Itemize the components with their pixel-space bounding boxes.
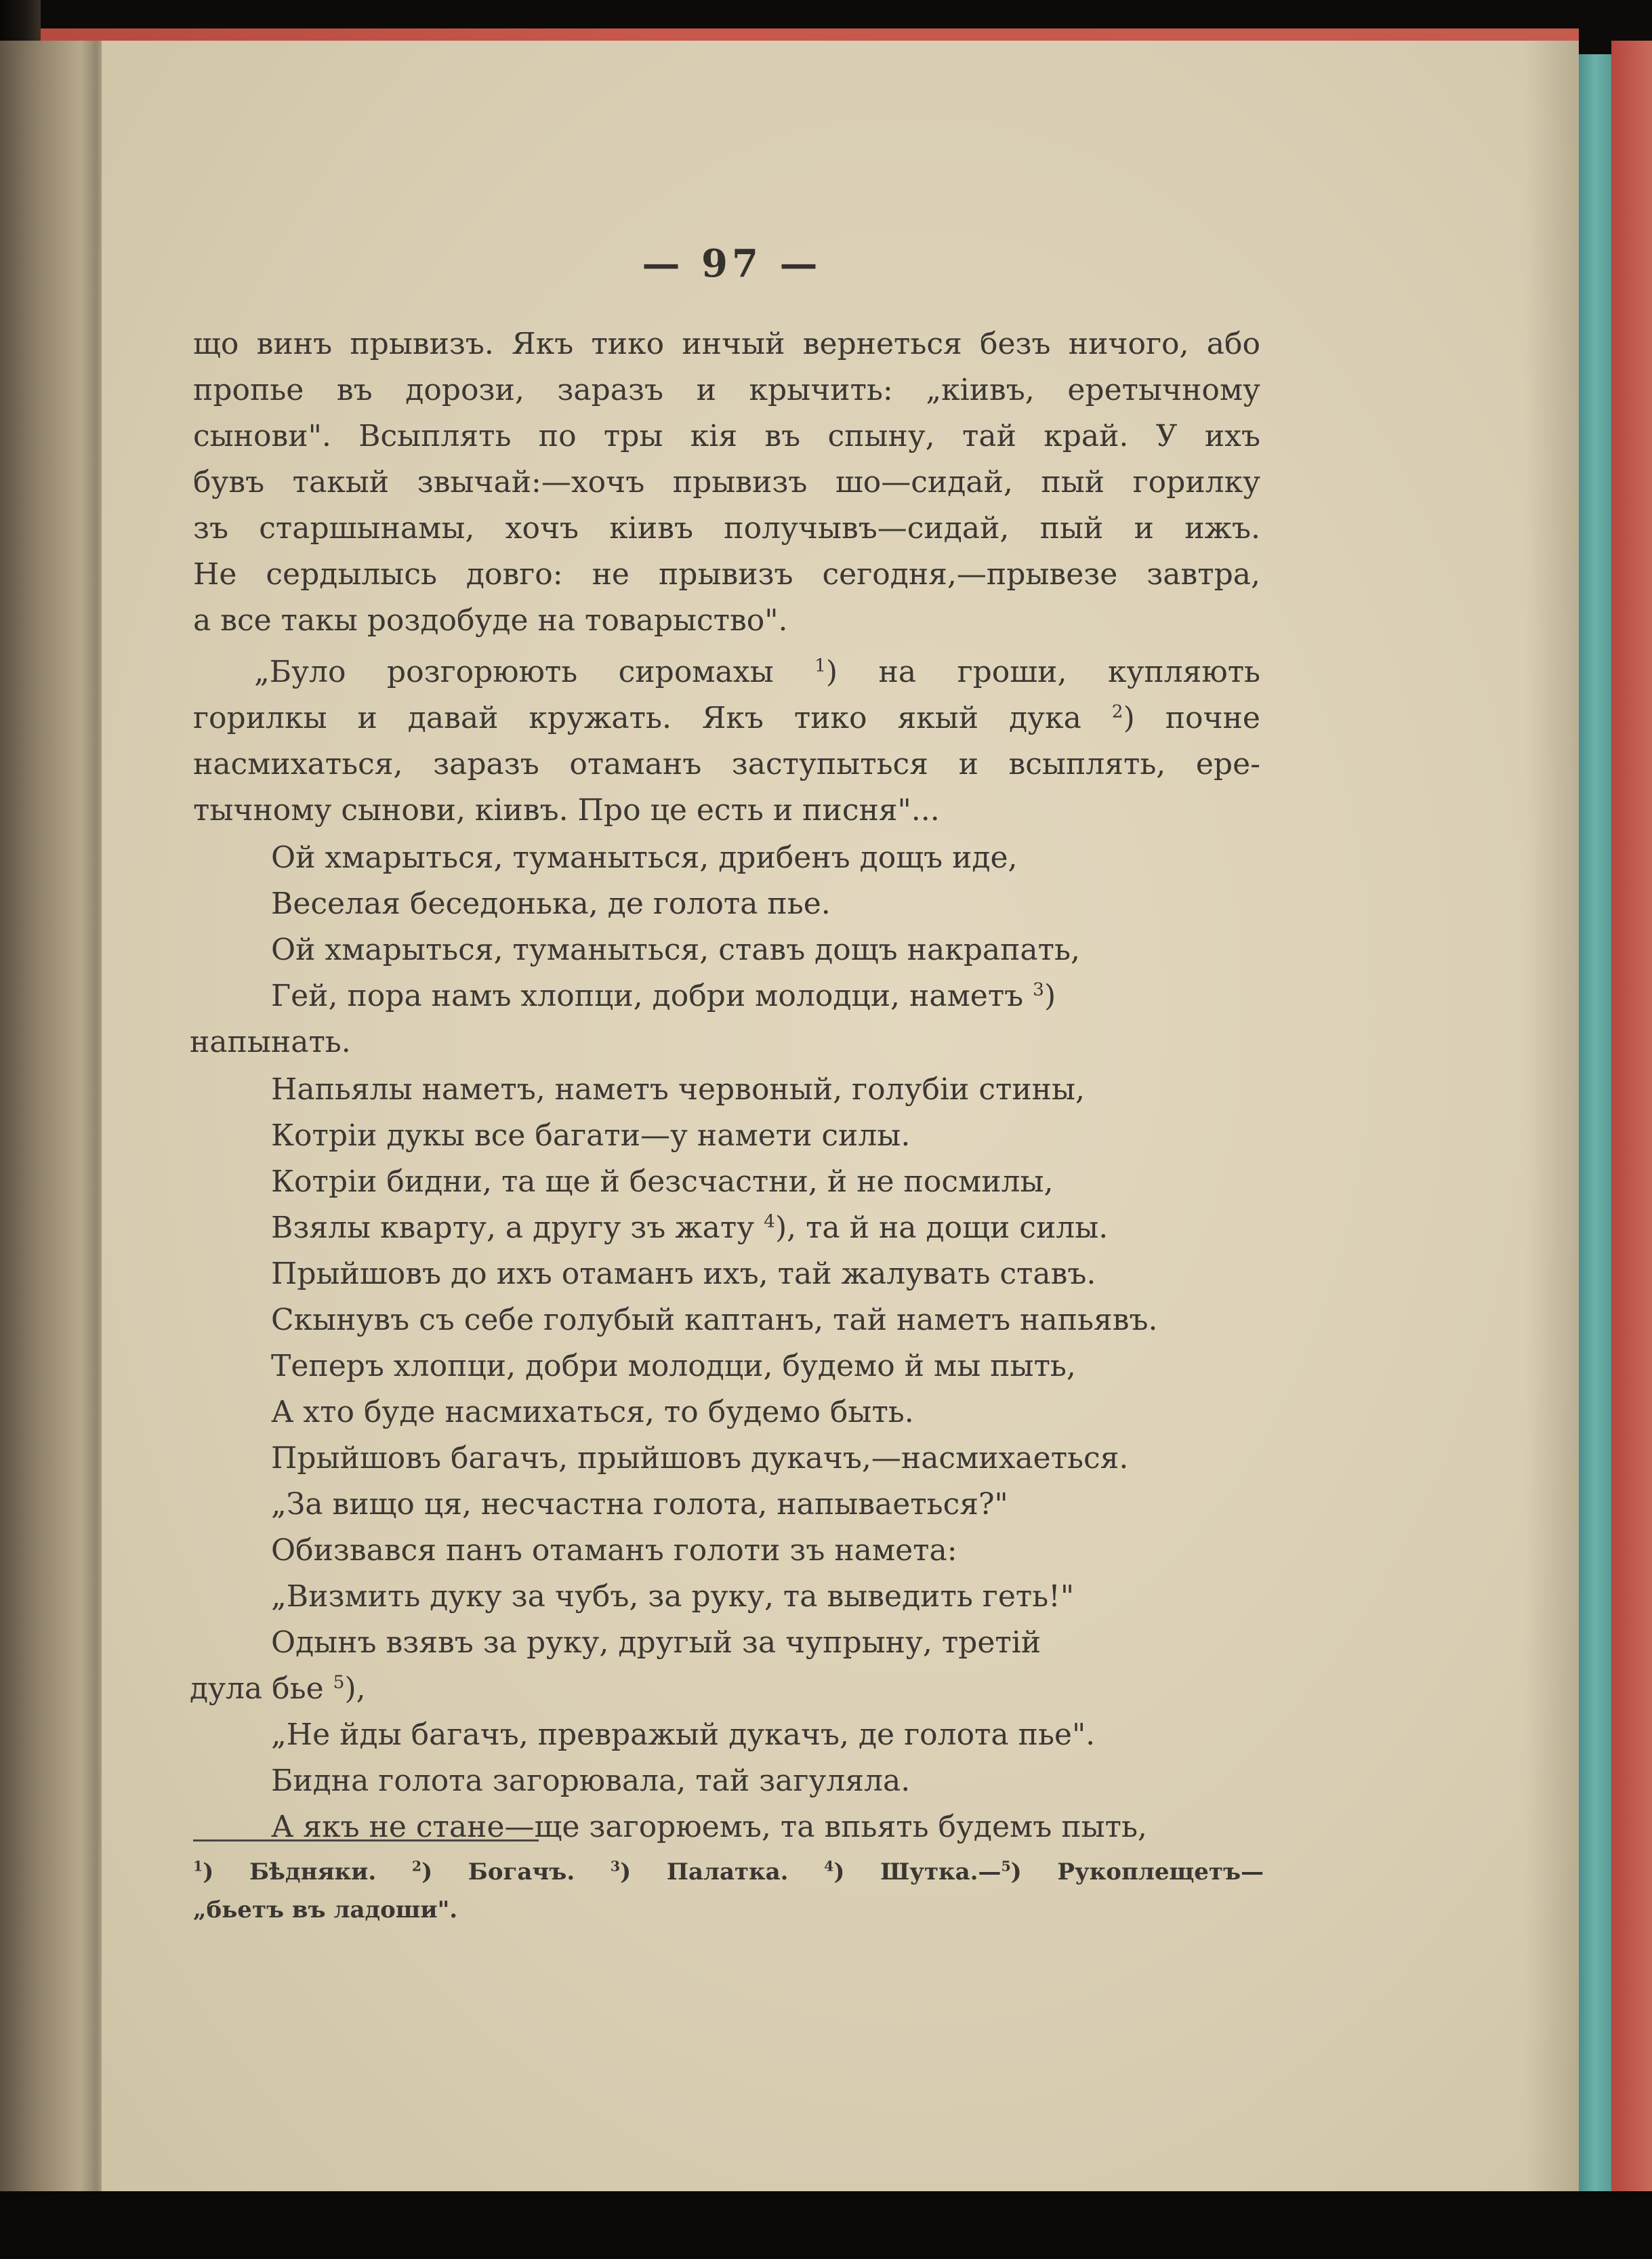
footnote-4-mark: 4 bbox=[824, 1858, 834, 1875]
footnote-ref-1: 1 bbox=[814, 655, 826, 676]
prose2-line-3: насмихаться, заразъ отаманъ заступыться и всыплять, ере- bbox=[193, 747, 1260, 781]
prose-line-1: що винъ прывизъ. Якъ тико инчый вернеться безъ ничого, або bbox=[193, 327, 1260, 361]
footnote-ref-4: 4 bbox=[764, 1210, 775, 1232]
song-line-13: А хто буде насмихаться, то будемо быть. bbox=[271, 1395, 914, 1429]
prose-line-7: а все такы роздобуде на товарыство". bbox=[193, 603, 788, 638]
cover-edge-teal bbox=[1579, 54, 1611, 2191]
prose-line-5: зъ старшынамы, хочъ кіивъ получывъ—сидай, пый и ижъ. bbox=[193, 511, 1260, 546]
footnote-1-mark: 1 bbox=[193, 1858, 203, 1875]
song-line-8: Котріи бидни, та ще й безсчастни, й не посмилы, bbox=[271, 1164, 1054, 1199]
song-line-1: Ой хмарыться, туманыться, дрибенъ дощъ иде, bbox=[271, 840, 1018, 875]
prose2-line-1-text-end: ) на гроши, купляють bbox=[825, 655, 1260, 689]
footnote-ref-3: 3 bbox=[1033, 979, 1044, 1000]
song-line-9-text: Взялы кварту, а другу зъ жату bbox=[271, 1210, 755, 1245]
song-line-11: Скынувъ съ себе голубый каптанъ, тай наметъ напьявъ. bbox=[271, 1303, 1158, 1337]
song-line-10: Прыйшовъ до ихъ отаманъ ихъ, тай жалувать ставъ. bbox=[271, 1257, 1096, 1291]
song-line-9 bbox=[271, 1210, 1108, 1246]
prose2-line-2 bbox=[193, 701, 1260, 736]
footnotes-line-1 bbox=[193, 1857, 1264, 1887]
prose-line-6: Не сердылысь довго: не прывизъ сегодня,—прывезе завтра, bbox=[193, 557, 1260, 592]
song-line-4 bbox=[271, 979, 1056, 1014]
footnote-ref-5: 5 bbox=[333, 1671, 345, 1693]
song-line-16: Обизвався панъ отаманъ голоти зъ намета: bbox=[271, 1533, 957, 1568]
song-line-19-text-end: ), bbox=[344, 1671, 366, 1706]
footnote-ref-2: 2 bbox=[1111, 701, 1123, 723]
footnote-3-text: ) Палатка. bbox=[620, 1858, 789, 1886]
song-line-4-text: Гей, пора намъ хлопци, добри молодци, наметъ bbox=[271, 979, 1024, 1013]
footnote-2-mark: 2 bbox=[411, 1858, 422, 1875]
footnote-4-text: ) Шутка.— bbox=[833, 1858, 1001, 1886]
prose2-line-1-text: „Було розгорюють сиромахы bbox=[254, 655, 774, 689]
prose-line-4: бувъ такый звычай:—хочъ прывизъ шо—сидай, пый горилку bbox=[193, 465, 1260, 500]
prose-line-3: сынови". Всыплять по тры кія въ спыну, тай край. У ихъ bbox=[193, 419, 1260, 453]
prose2-line-2-text-end: ) почне bbox=[1123, 701, 1260, 735]
footnote-2-text: ) Богачъ. bbox=[421, 1858, 575, 1886]
song-line-19 bbox=[190, 1671, 366, 1707]
footnote-1-text: ) Бѣдняки. bbox=[203, 1858, 377, 1886]
prose2-line-4: тычному сынови, кіивъ. Про це есть и писня"... bbox=[193, 793, 940, 828]
footnote-rule bbox=[193, 1839, 539, 1841]
cover-edge-red bbox=[1611, 41, 1652, 2196]
song-line-9-text-end: ), та й на дощи силы. bbox=[775, 1210, 1109, 1245]
page-edge-shadow bbox=[1525, 41, 1579, 2191]
song-line-18: Одынъ взявъ за руку, другый за чупрыну, третій bbox=[271, 1625, 1041, 1660]
cover-top-strip bbox=[41, 28, 1579, 41]
song-line-22: А якъ не стане—ще загорюемъ, та впьять будемъ пыть, bbox=[271, 1810, 1147, 1844]
song-line-2: Веселая беседонька, де голота пье. bbox=[271, 887, 831, 921]
song-line-5: напынать. bbox=[190, 1025, 351, 1059]
footnote-5-mark: 5 bbox=[1001, 1858, 1011, 1875]
prose2-line-2-text: горилкы и давай кружать. Якъ тико якый дука bbox=[193, 701, 1081, 735]
song-line-20: „Не йды багачъ, превражый дукачъ, де голота пье". bbox=[271, 1717, 1096, 1752]
scan-background-bottom bbox=[0, 2191, 1652, 2259]
song-line-3: Ой хмарыться, туманыться, ставъ дощъ накрапать, bbox=[271, 933, 1080, 967]
song-line-7: Котріи дукы все багати—у намети силы. bbox=[271, 1118, 911, 1153]
prose2-line-1 bbox=[254, 655, 1260, 690]
song-line-14: Прыйшовъ багачъ, прыйшовъ дукачъ,—насмихаеться. bbox=[271, 1441, 1129, 1476]
song-line-6: Напьялы наметъ, наметъ червоный, голубіи стины, bbox=[271, 1072, 1085, 1107]
footnote-3-mark: 3 bbox=[610, 1858, 621, 1875]
footnote-5-text: ) Рукоплещетъ— bbox=[1010, 1858, 1264, 1886]
song-line-12: Теперъ хлопци, добри молодци, будемо й мы пыть, bbox=[271, 1349, 1076, 1383]
song-line-21: Бидна голота загорювала, тай загуляла. bbox=[271, 1764, 911, 1798]
song-line-19-text: дула бье bbox=[190, 1671, 324, 1706]
song-line-4-text-end: ) bbox=[1044, 979, 1056, 1013]
song-line-17: „Визмить дуку за чубъ, за руку, та выведить геть!" bbox=[271, 1579, 1075, 1614]
prose-line-2: пропье въ дорози, заразъ и крычить: „кіивъ, еретычному bbox=[193, 373, 1260, 407]
page-number: — 97 — bbox=[642, 241, 822, 286]
song-line-15: „За вищо ця, несчастна голота, напываеться?" bbox=[271, 1487, 1008, 1522]
footnotes-line-2: „бьетъ въ ладоши". bbox=[193, 1896, 458, 1924]
